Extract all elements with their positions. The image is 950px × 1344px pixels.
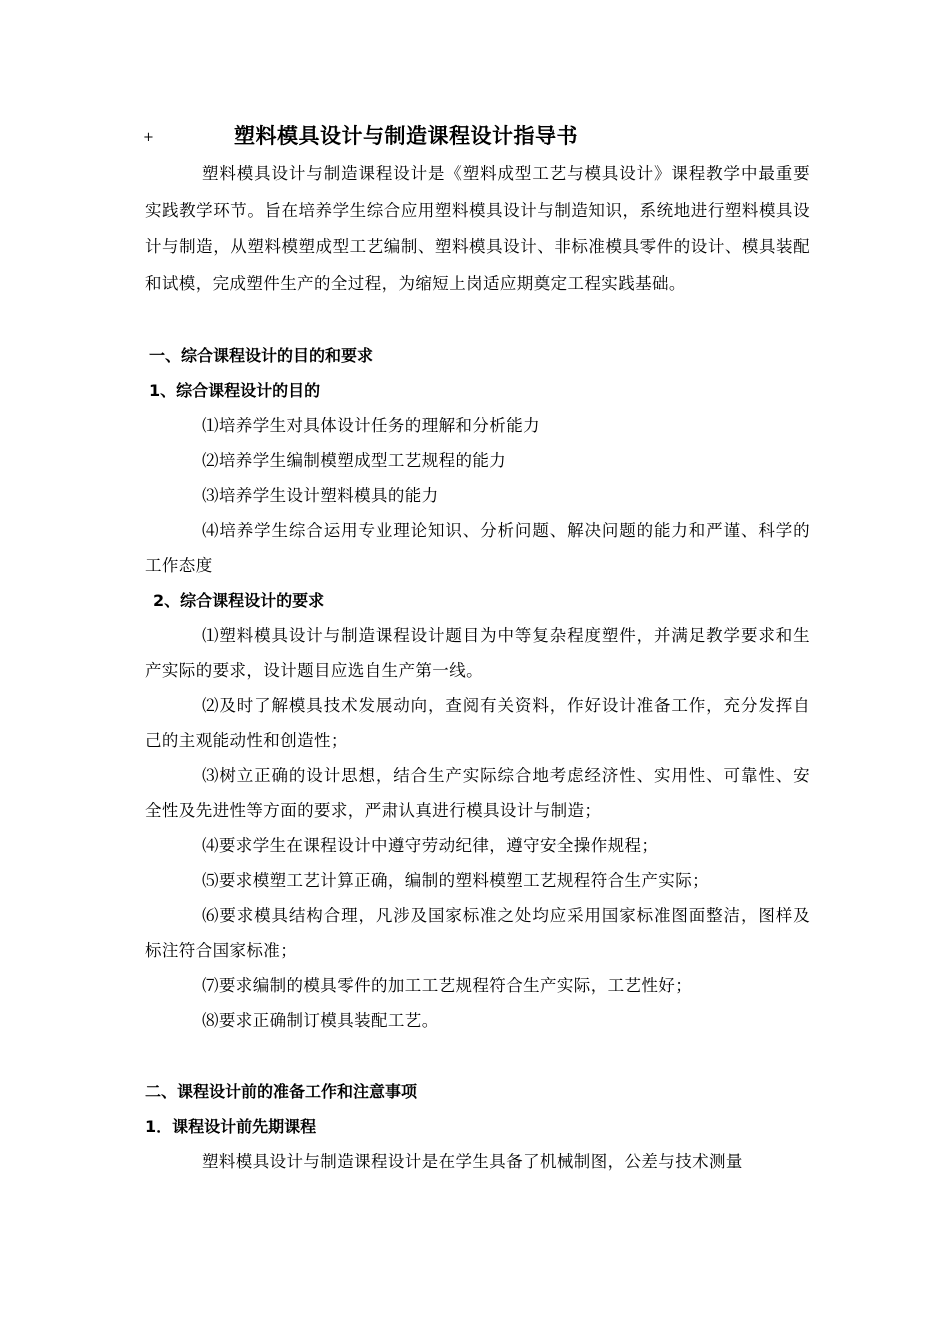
blank-line [145,302,810,338]
section2-sub1-heading: 1．课程设计前先期课程 [145,1117,317,1136]
req-item-1: ⑴塑料模具设计与制造课程设计题目为中等复杂程度塑件，并满足教学要求和生产实际的要求，设计题目应选自生产第一线。 [145,626,810,680]
section2-heading: 二、课程设计前的准备工作和注意事项 [145,1082,418,1101]
req-item-5: ⑸要求模塑工艺计算正确，编制的塑料模塑工艺规程符合生产实际； [202,871,709,890]
paragraph-marker: + [143,130,154,145]
document-title: 塑料模具设计与制造课程设计指导书 [234,124,578,148]
goal-item-4: ⑷培养学生综合运用专业理论知识、分析问题、解决问题的能力和严谨、科学的工作态度 [145,521,810,575]
blank-line [145,1038,810,1074]
req-item-8: ⑻要求正确制订模具装配工艺。 [202,1011,439,1030]
req-item-2: ⑵及时了解模具技术发展动向，查阅有关资料，作好设计准备工作，充分发挥自己的主观能动性和创造性； [145,696,810,750]
document-body [145,156,810,1179]
section1-sub1-heading: 1、综合课程设计的目的 [149,381,321,400]
goal-item-1: ⑴培养学生对具体设计任务的理解和分析能力 [202,416,540,435]
goal-item-3: ⑶培养学生设计塑料模具的能力 [202,486,439,505]
intro-paragraph: 塑料模具设计与制造课程设计是《塑料成型工艺与模具设计》课程教学中最重要实践教学环节。旨在培养学生综合应用塑料模具设计与制造知识，系统地进行塑料模具设计与制造，从塑料模塑成型工艺编制、塑料模具设计、非标准模具零件的设计、模具装配和试模，完成塑件生产的全过程，为缩短上岗适应期奠定工程实践基础。 [145,164,810,293]
section1-heading: 一、综合课程设计的目的和要求 [149,346,374,365]
req-item-7: ⑺要求编制的模具零件的加工工艺规程符合生产实际，工艺性好； [202,976,693,995]
goal-item-2: ⑵培养学生编制模塑成型工艺规程的能力 [202,451,507,470]
section2-sub1-text: 塑料模具设计与制造课程设计是在学生具备了机械制图，公差与技术测量 [202,1152,743,1171]
req-item-3: ⑶树立正确的设计思想，结合生产实际综合地考虑经济性、实用性、可靠性、安全性及先进性等方面的要求，严肃认真进行模具设计与制造； [145,766,810,820]
req-item-4: ⑷要求学生在课程设计中遵守劳动纪律，遵守安全操作规程； [202,836,659,855]
req-item-6: ⑹要求模具结构合理，凡涉及国家标准之处均应采用国家标准图面整洁，图样及标注符合国家标准； [145,906,810,960]
section1-sub2-heading: 2、综合课程设计的要求 [153,591,325,610]
